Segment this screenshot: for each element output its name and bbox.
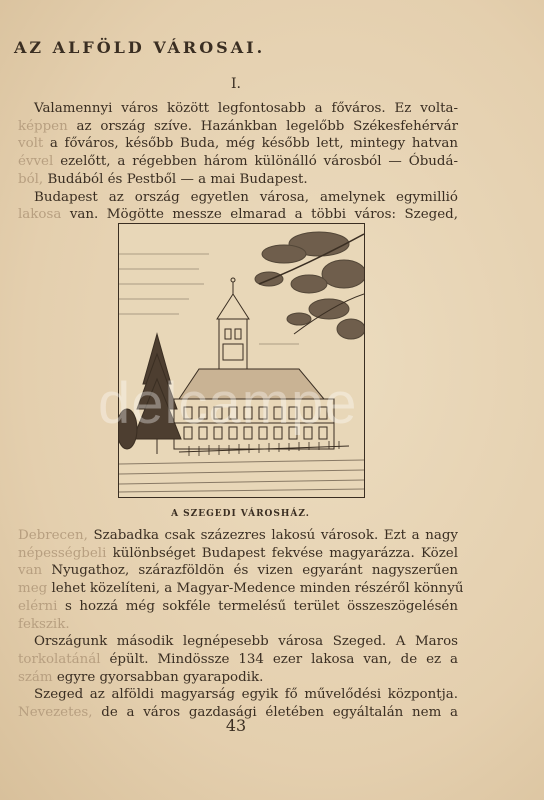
watermark: delcampe	[98, 371, 358, 436]
text-line	[18, 669, 458, 687]
line-text: Budából és Pestből — a mai Budapest.	[43, 171, 308, 187]
line-text: van. Mögötte messze elmarad a többi város: Szeged,	[61, 207, 458, 223]
line-text: s hozzá még sokféle termelésű terület összeszögelésén	[57, 598, 458, 614]
text-line	[18, 562, 458, 580]
section-numeral: I.	[231, 76, 241, 92]
line-text: Szeged az alföldi magyarság egyik fő művelődési központja.	[34, 687, 458, 703]
line-text: Országunk második legnépesebb városa Szeged. A Maros	[34, 634, 458, 650]
chapter-heading: AZ ALFÖLD VÁROSAI.	[14, 38, 266, 57]
faded-line-start: meg	[18, 581, 48, 597]
faded-line-start: van	[18, 563, 43, 579]
text-line	[18, 545, 458, 563]
text-line	[18, 206, 458, 224]
line-text: Valamennyi város között legfontosabb a főváros. Ez volta-	[34, 101, 458, 116]
line-text: Nyugathoz, szárazföldön és vizen egyaránt nagyszerűen	[42, 563, 458, 579]
line-text: a főváros, később Buda, még később lett, mintegy hatvan	[43, 136, 458, 152]
faded-line-start: szám	[18, 669, 53, 685]
line-text: különbséget Budapest fekvése magyarázza. Közel	[106, 545, 458, 561]
szeged-town-hall-illustration	[118, 223, 365, 498]
text-line	[18, 651, 458, 669]
faded-line-start: ból,	[18, 171, 44, 187]
faded-line-start: fekszik.	[18, 616, 70, 632]
faded-line-start: Nevezetes,	[18, 705, 93, 721]
text-line	[18, 686, 458, 704]
text-line	[18, 118, 458, 136]
faded-line-start: lakosa	[18, 207, 62, 223]
text-line	[18, 171, 458, 189]
line-text: ezelőtt, a régebben három különálló városból — Óbudá-	[53, 154, 458, 170]
line-text: egyre gyorsabban gyarapodik.	[52, 669, 264, 685]
faded-line-start: torkolatánál	[18, 651, 101, 667]
town-hall-engraving	[119, 224, 364, 497]
paragraph-block-1	[18, 100, 458, 224]
text-line	[18, 616, 458, 634]
illustration-caption: A SZEGEDI VÁROSHÁZ.	[171, 509, 310, 519]
faded-line-start: képpen	[18, 118, 68, 134]
text-line	[18, 633, 458, 651]
faded-line-start: Debrecen,	[18, 528, 88, 543]
text-line	[18, 598, 458, 616]
faded-line-start: volt	[18, 136, 44, 152]
paragraph-block-2	[18, 527, 464, 722]
line-text: Szabadka csak százezres lakosú városok. Ezt a nagy	[87, 528, 458, 543]
faded-line-start: népességbeli	[18, 545, 107, 561]
page-number: 43	[225, 716, 247, 735]
line-text: épült. Mindössze 134 ezer lakosa van, de ez a	[100, 651, 458, 667]
text-line	[18, 153, 458, 171]
text-line	[18, 100, 458, 118]
line-text: Budapest az ország egyetlen városa, amelynek egymillió	[34, 189, 458, 205]
line-text: lehet közelíteni, a Magyar-Medence minden részéről könnyű	[47, 581, 464, 597]
line-text: az ország szíve. Hazánkban legelőbb Székesfehérvár	[67, 118, 458, 134]
text-line	[18, 527, 458, 545]
text-line	[18, 580, 464, 598]
faded-line-start: elérni	[18, 598, 58, 614]
faded-line-start: évvel	[18, 154, 54, 170]
text-line	[18, 135, 458, 153]
line-text: de a város gazdasági életében egyáltalán nem a	[92, 705, 458, 721]
text-line	[18, 189, 458, 207]
